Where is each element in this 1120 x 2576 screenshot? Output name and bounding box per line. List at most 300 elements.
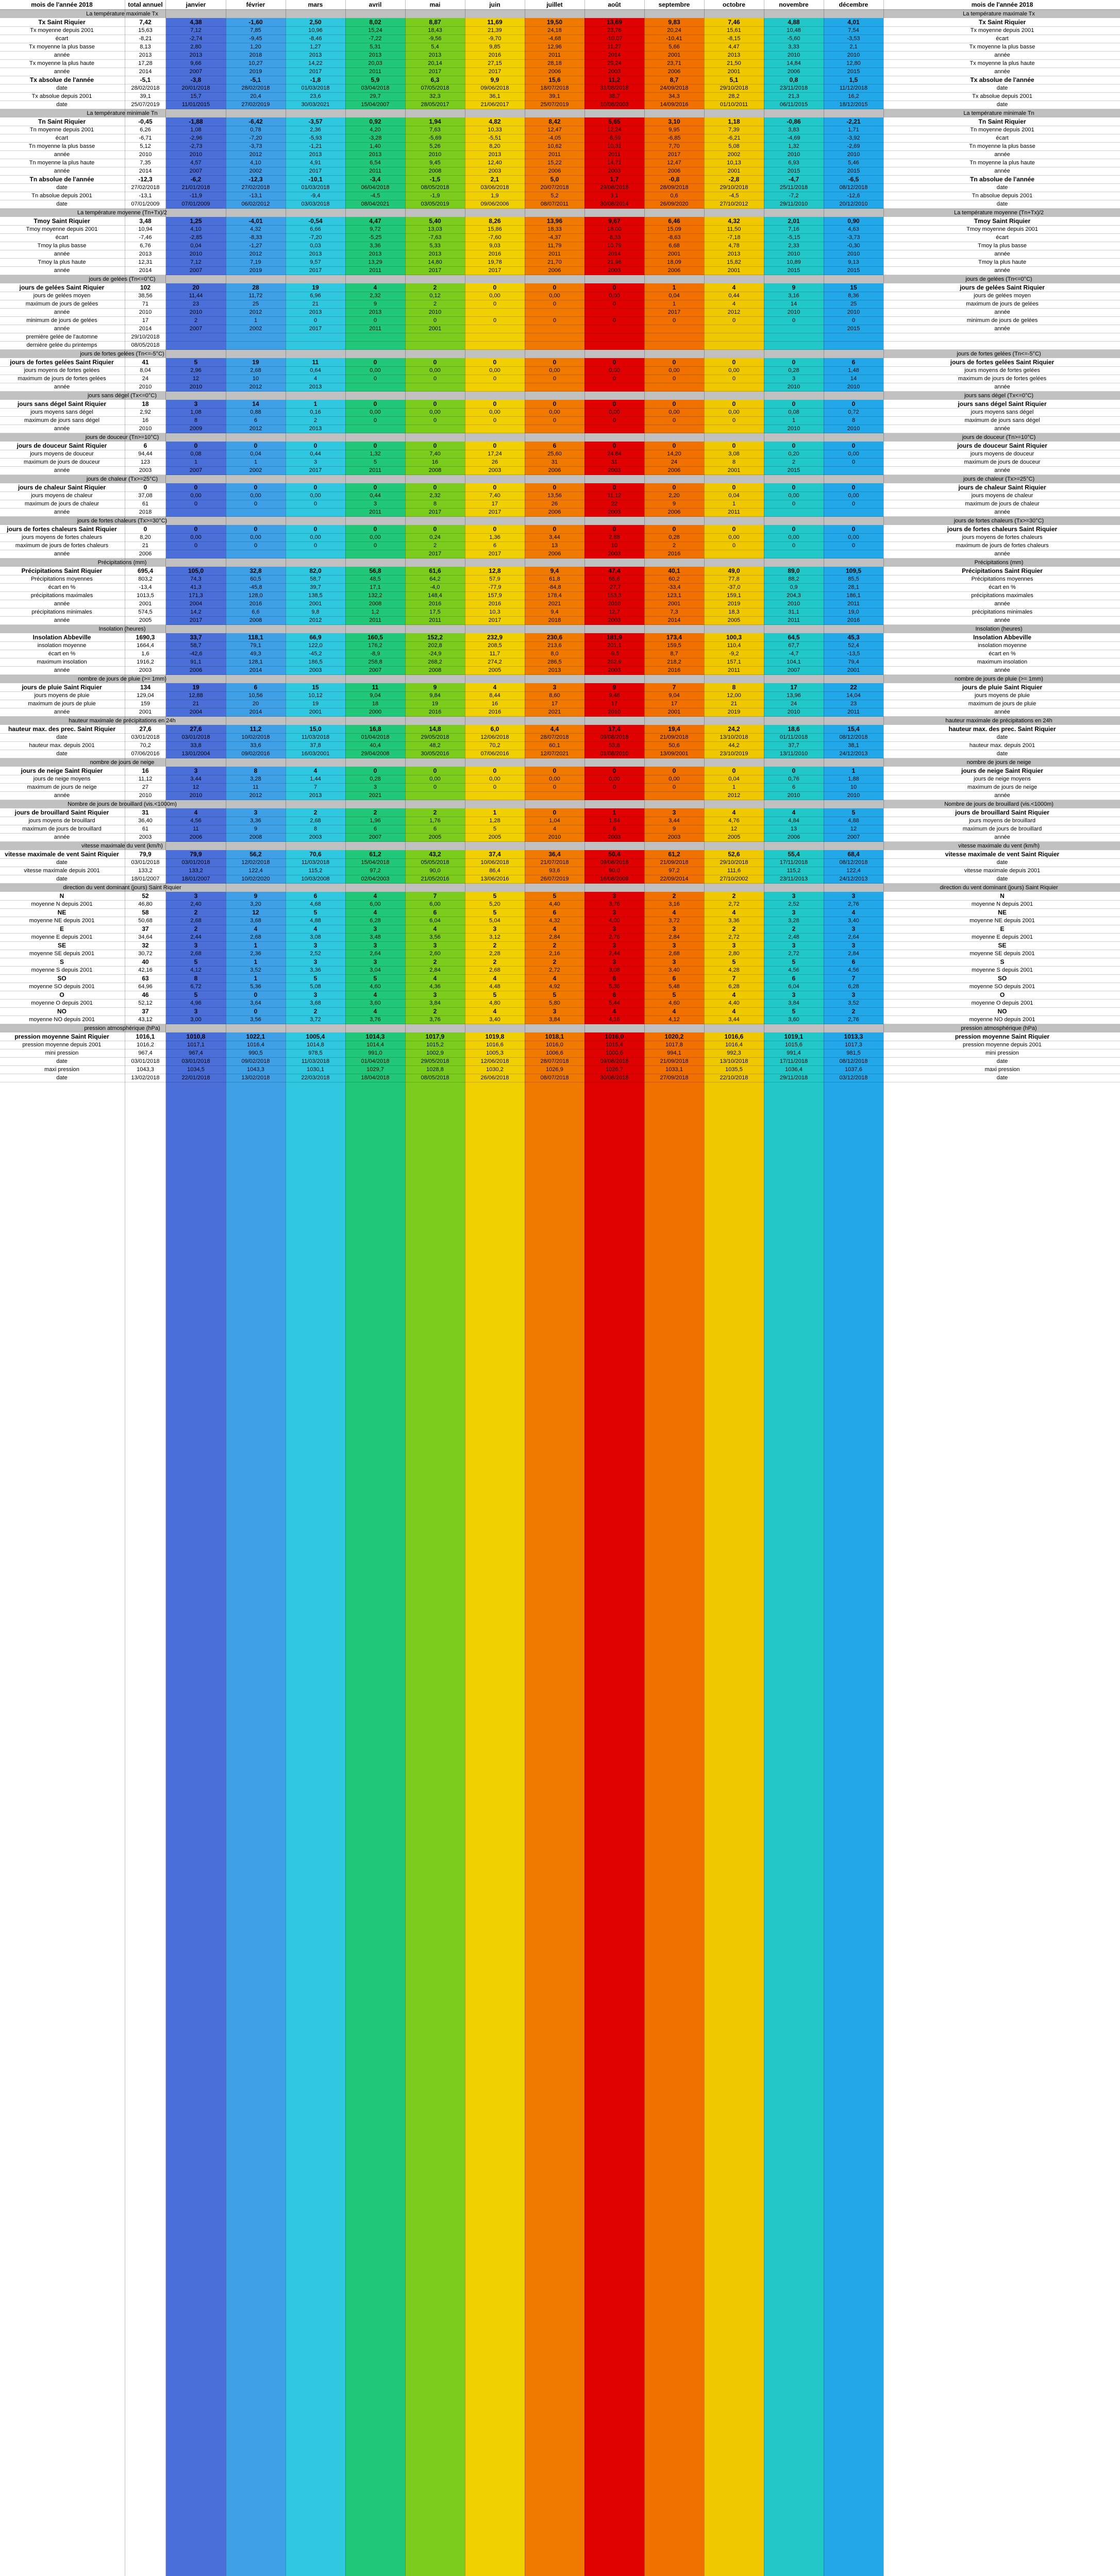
month-value: 17 [611,701,618,707]
month-value [405,333,465,341]
month-value: 0 [493,417,497,423]
month-value: 0 [493,526,497,533]
month-value: 0 [493,359,497,366]
month-value: -7,2 [789,193,799,199]
month-value: 3 [313,958,317,965]
month-value: 2011 [369,509,381,515]
month-value: 0,00 [728,534,740,540]
month-value: 3 [433,991,437,998]
month-value: 3 [493,925,497,933]
month-value: 0,00 [609,293,620,299]
month-value: 2012 [249,251,262,257]
month-value: 2001 [727,467,741,473]
row-label-right: année [994,52,1010,58]
table-row [0,84,1120,92]
table-row [0,250,1120,258]
month-value: 5 [194,991,198,998]
row-total: 58 [142,909,149,916]
month-value: 07/06/2016 [480,751,509,757]
row-label-right: écart en % [989,651,1016,657]
month-value: 18,09 [667,259,681,265]
row-label: écart en % [48,651,76,657]
month-value: 23 [850,701,857,707]
row-label-right: année [994,426,1010,432]
month-value: 9,83 [668,19,680,26]
month-value: 0,08 [190,451,202,457]
month-value: 157,9 [488,592,502,599]
row-total: -7,46 [139,234,152,241]
month-value: 3,84 [788,1000,799,1006]
row-label-right: année [994,509,1010,515]
month-value: 6,68 [668,243,680,249]
month-value: 2015 [847,326,860,332]
row-total: 3,48 [139,217,152,225]
month-value: 0 [612,376,616,382]
table-row [0,1033,1120,1041]
month-value: 4,88 [788,19,800,26]
month-value: 2 [313,1008,317,1015]
month-value: 32,3 [429,93,441,99]
month-value: 5,44 [609,1000,620,1006]
month-value: 18/01/2007 [181,876,210,882]
month-value: 3,60 [788,1016,799,1023]
month-value [166,333,226,341]
table-row [0,875,1120,883]
month-value: 152,2 [427,634,443,641]
month-value: 52,6 [728,851,740,858]
month-value: 43,2 [429,851,441,858]
month-value: 0 [433,417,437,423]
month-value: 0 [493,767,497,774]
month-value: 3 [851,991,856,998]
month-value [824,550,883,558]
month-value: 12,96 [547,44,562,50]
month-value: 110,4 [727,642,741,649]
month-value [226,509,286,516]
month-value: 15,6 [548,76,561,83]
month-value: 4 [313,376,317,382]
row-label: hauteur max. depuis 2001 [29,742,95,749]
month-value: 2013 [309,52,322,58]
month-value: 2006 [667,69,681,75]
month-value: 13/02/2018 [241,1075,270,1081]
month-value: 1 [254,942,258,949]
month-value: 3 [612,909,616,916]
table-row [0,1066,1120,1074]
row-total: 31 [142,809,149,816]
row-label-right: année [994,792,1010,799]
month-value: 0 [732,767,736,774]
month-value: 2,33 [788,243,799,249]
month-value: 2011 [369,467,381,473]
month-value: 0 [612,417,616,423]
month-value: 0,00 [310,493,321,499]
month-value: 85,5 [848,576,859,582]
section-title-left: pression atmosphérique (hPa) [84,1025,160,1031]
table-row [0,375,1120,383]
month-value: 0 [373,484,377,491]
month-header: septembre [658,1,690,8]
month-value: 6 [612,991,616,998]
month-value: 1 [672,301,676,307]
month-value: 4 [433,925,437,933]
month-value: 2015 [787,168,800,174]
month-value [465,425,525,433]
row-label-right: Tx absolue de l'année [970,76,1034,83]
month-value: 2 [672,543,676,549]
month-value: 41,3 [190,584,202,590]
month-value [824,509,883,516]
row-label: vitesse maximale de vent Saint Riquier [5,851,119,858]
month-value: -37,0 [727,584,741,590]
total-header: total annuel [128,1,163,8]
table-row [0,267,1120,275]
month-value: 8,44 [489,692,500,699]
month-value: 13/11/2010 [779,751,808,757]
month-value: 09/08/2018 [600,1058,629,1064]
month-value: 86,4 [489,868,500,874]
month-value: 2012 [249,151,262,158]
month-value: 1043,3 [247,1066,264,1073]
month-value: 0,00 [429,409,441,415]
month-value: 2,40 [190,901,202,907]
row-total: 46 [142,991,149,998]
row-label: vitesse maximale depuis 2001 [24,868,100,874]
month-value: 4,38 [190,19,202,26]
month-value [286,509,345,516]
month-value: 6,00 [429,901,441,907]
month-value: 4,4 [550,725,559,733]
month-value: 3,16 [788,293,799,299]
month-value: 55,4 [788,851,800,858]
month-value: 2,01 [788,217,800,225]
month-value: 2015 [847,168,860,174]
table-row [0,68,1120,76]
table-row [0,484,1120,492]
month-value: 2006 [667,509,681,515]
month-value: 2001 [667,601,681,607]
row-total: 2010 [139,792,152,799]
section-title-left: Nombre de jours de brouillard (vis.<1000m) [68,801,177,807]
month-value: 230,6 [546,634,563,641]
month-value: 2 [194,909,198,916]
row-label-right: année [994,709,1010,715]
month-value: 37,8 [310,742,321,749]
month-value: 4 [672,1008,676,1015]
month-value: 2,68 [668,951,680,957]
row-label: jours de fortes chaleurs Saint Riquier [7,526,117,533]
month-value: 0,00 [250,493,261,499]
month-value: 2010 [787,151,800,158]
table-row [0,958,1120,966]
section-title-bar [0,517,1120,525]
month-value: 0 [851,459,856,465]
month-value: 30/08/2014 [600,201,629,207]
row-label: année [54,467,70,473]
row-label-right: SE [998,942,1007,949]
month-value: 2011 [728,667,740,673]
row-label: Tmoy la plus haute [38,259,86,265]
month-value: 1,28 [489,818,500,824]
month-value [584,333,644,341]
month-value: 26 [551,501,558,507]
row-label-right: insolation moyenne [978,642,1027,649]
table-row [0,650,1120,658]
month-value: 56,8 [369,567,381,574]
month-value: 4 [732,284,736,291]
month-value: 0,00 [728,409,740,415]
month-value: 12,7 [609,609,620,615]
month-value [584,425,644,433]
month-value: 0 [194,526,198,533]
month-value: 61,6 [429,567,441,574]
row-total: 61 [142,826,149,832]
table-row [0,409,1120,416]
row-label: Tn absolue depuis 2001 [31,193,92,199]
month-value: 10 [252,376,259,382]
month-value: 2002 [727,151,741,158]
month-value: 17 [551,701,558,707]
month-value: 17/11/2018 [779,859,808,866]
month-value: 2001 [727,69,741,75]
month-value: 3,68 [250,918,261,924]
row-label: année [54,251,70,257]
month-value: 33,7 [190,634,202,641]
month-value: 3,33 [788,44,799,50]
table-row [0,917,1120,925]
month-value: 8 [194,417,198,423]
row-label-right: année [994,834,1010,840]
row-label: minimum de jours de gelées [26,317,97,324]
month-value: 3,44 [190,776,202,782]
month-value: -3,8 [190,76,202,83]
month-value: 9,67 [608,217,621,225]
table-row [0,634,1120,641]
row-total: 40 [142,958,149,965]
month-value: 128,1 [248,659,263,665]
section-title-right: direction du vent dominant (jours) Saint Riquier [940,885,1058,891]
month-value [824,333,883,341]
month-header: avril [369,1,382,8]
row-total: 39,1 [140,93,151,99]
month-value: 2,68 [250,367,261,374]
month-value: 2016 [488,709,502,715]
month-header: juin [489,1,500,8]
month-value: 2001 [727,168,741,174]
table-row [0,584,1120,591]
month-value: 0 [792,543,796,549]
month-value: 0 [433,359,437,366]
table-row [0,217,1120,225]
month-value: 2017 [488,509,502,515]
month-value: 4,56 [190,818,202,824]
month-value: 13/10/2018 [720,1058,748,1064]
month-value: 11,69 [487,19,503,26]
month-value: 5,80 [549,1000,560,1006]
month-value: 2,36 [250,951,261,957]
row-total: 8,13 [140,44,151,50]
month-value: 3,08 [728,451,740,457]
table-row [0,600,1120,608]
row-label: Tn moyenne depuis 2001 [29,127,94,133]
month-value: 0 [373,376,377,382]
month-value: 232,9 [487,634,503,641]
month-value: 19,4 [668,725,680,733]
month-value: 11 [193,826,199,832]
row-label: jours moyens de douceur [30,451,94,457]
month-value: -2,8 [728,176,740,183]
month-value: 28,2 [728,93,740,99]
month-value: 0 [254,526,258,533]
row-total: 2010 [139,309,152,315]
month-value: 39,7 [310,584,321,590]
table-row [0,725,1120,733]
month-value: 1,44 [310,776,321,782]
month-value: 1014,8 [307,1042,324,1048]
month-value: 2 [433,1008,437,1015]
month-value: 6 [433,826,437,832]
month-value: 27,15 [488,60,502,66]
row-total: -0,45 [138,118,153,125]
row-total: -13,1 [139,193,152,199]
section-title-left: Précipitations (mm) [97,560,147,566]
month-value: 1016,6 [724,1033,744,1040]
month-value: 49,3 [250,651,261,657]
row-total: 2001 [139,709,152,715]
month-value: 0 [553,400,557,408]
row-label: moyenne O depuis 2001 [31,1000,93,1006]
month-value: 3,16 [668,901,680,907]
month-value: 12,8 [489,567,501,574]
month-value: 8,20 [489,143,500,149]
month-value: 0 [732,442,736,449]
month-value [764,550,824,558]
month-value: 0,28 [370,776,381,782]
month-value: 9,85 [489,44,500,50]
month-value: 2 [433,284,437,291]
month-value: 2010 [428,309,442,315]
month-value: 4,32 [250,226,261,232]
table-row [0,27,1120,35]
month-value: 173,4 [666,634,682,641]
month-value: 2016 [488,251,502,257]
month-value: 11/03/2018 [301,734,330,740]
row-label: écart [55,234,69,241]
month-value: 8,02 [369,19,381,26]
month-value: -8,33 [608,234,621,241]
row-label-right: jours moyens sans dégel [971,409,1034,415]
month-value: 3 [194,892,198,900]
month-value: 2010 [847,309,860,315]
row-total: 6,76 [140,243,151,249]
month-value: -11,9 [189,193,203,199]
month-value: 8 [851,417,856,423]
month-value: 13,56 [547,493,562,499]
month-value: 2,84 [429,967,441,973]
month-value: 21,70 [547,259,562,265]
row-label: année [54,384,70,390]
row-total: -8,21 [139,36,152,42]
month-value [345,550,405,558]
month-value: 186,1 [846,592,861,599]
month-value: 61,8 [549,576,560,582]
month-value: 6,46 [668,217,680,225]
row-total: 17 [142,317,149,324]
month-value: 9,95 [668,127,680,133]
section-title-left: jours de douceur (Tn>=10°C) [85,434,159,440]
month-value [226,342,286,349]
month-value: -0,54 [308,217,323,225]
month-value: 2007 [189,467,203,473]
row-label: NO [57,1008,66,1015]
month-value: 123,1 [667,592,681,599]
row-total: 1664,4 [137,642,154,649]
section-title-bar [0,10,1120,18]
month-value: 0 [254,442,258,449]
month-value: 1,96 [370,818,381,824]
month-value: 3,04 [370,967,381,973]
month-value: 1033,1 [665,1066,683,1073]
month-value: 31,1 [788,609,799,615]
row-label-right: écart en % [989,584,1016,590]
section-title-left: jours de gelées (Tn<=0°C) [89,276,156,282]
month-value: 30/03/2021 [301,101,330,108]
month-value: 2006 [787,69,800,75]
row-label-right: Tn moyenne depuis 2001 [970,127,1034,133]
month-value: 1 [254,459,258,465]
month-value: 49,0 [728,567,740,574]
month-value: 0,64 [310,367,321,374]
month-value: 2,72 [728,934,740,940]
month-value: 2017 [488,551,502,557]
month-value: 115,2 [308,868,323,874]
month-value: 0 [672,767,676,774]
month-value: 30/08/2018 [600,1075,629,1081]
month-value: 3 [373,925,377,933]
month-value: 2018 [249,52,262,58]
month-value [525,425,584,433]
month-value: 2007 [189,69,203,75]
month-value: 2017 [309,467,322,473]
month-value: 24 [790,701,797,707]
row-total: 1043,3 [137,1066,154,1073]
month-value: 0,03 [310,243,321,249]
month-value: 0,00 [489,776,500,782]
month-value: -9,45 [249,36,262,42]
table-row [0,999,1120,1007]
section-title-left: Insolation (heures) [98,626,146,632]
month-value: 0,04 [728,493,740,499]
row-label-right: jours moyens de pluie [974,692,1030,699]
month-value: -9,2 [729,651,739,657]
month-value: 0,00 [668,409,680,415]
month-value: 0 [792,484,796,491]
section-title-right: Insolation (heures) [975,626,1023,632]
month-value: 28,18 [547,60,562,66]
month-value: 981,5 [846,1050,861,1056]
row-total: 32 [142,942,149,949]
month-value: 0 [433,376,437,382]
month-value: -5,93 [309,135,322,141]
table-row [0,925,1120,933]
month-value: 6 [612,826,616,832]
row-label-right: date [996,876,1008,882]
month-value: 0,04 [728,776,740,782]
month-value [166,342,226,349]
row-label: année [54,834,70,840]
month-value: 5 [313,975,317,982]
month-value: 8 [254,767,258,774]
